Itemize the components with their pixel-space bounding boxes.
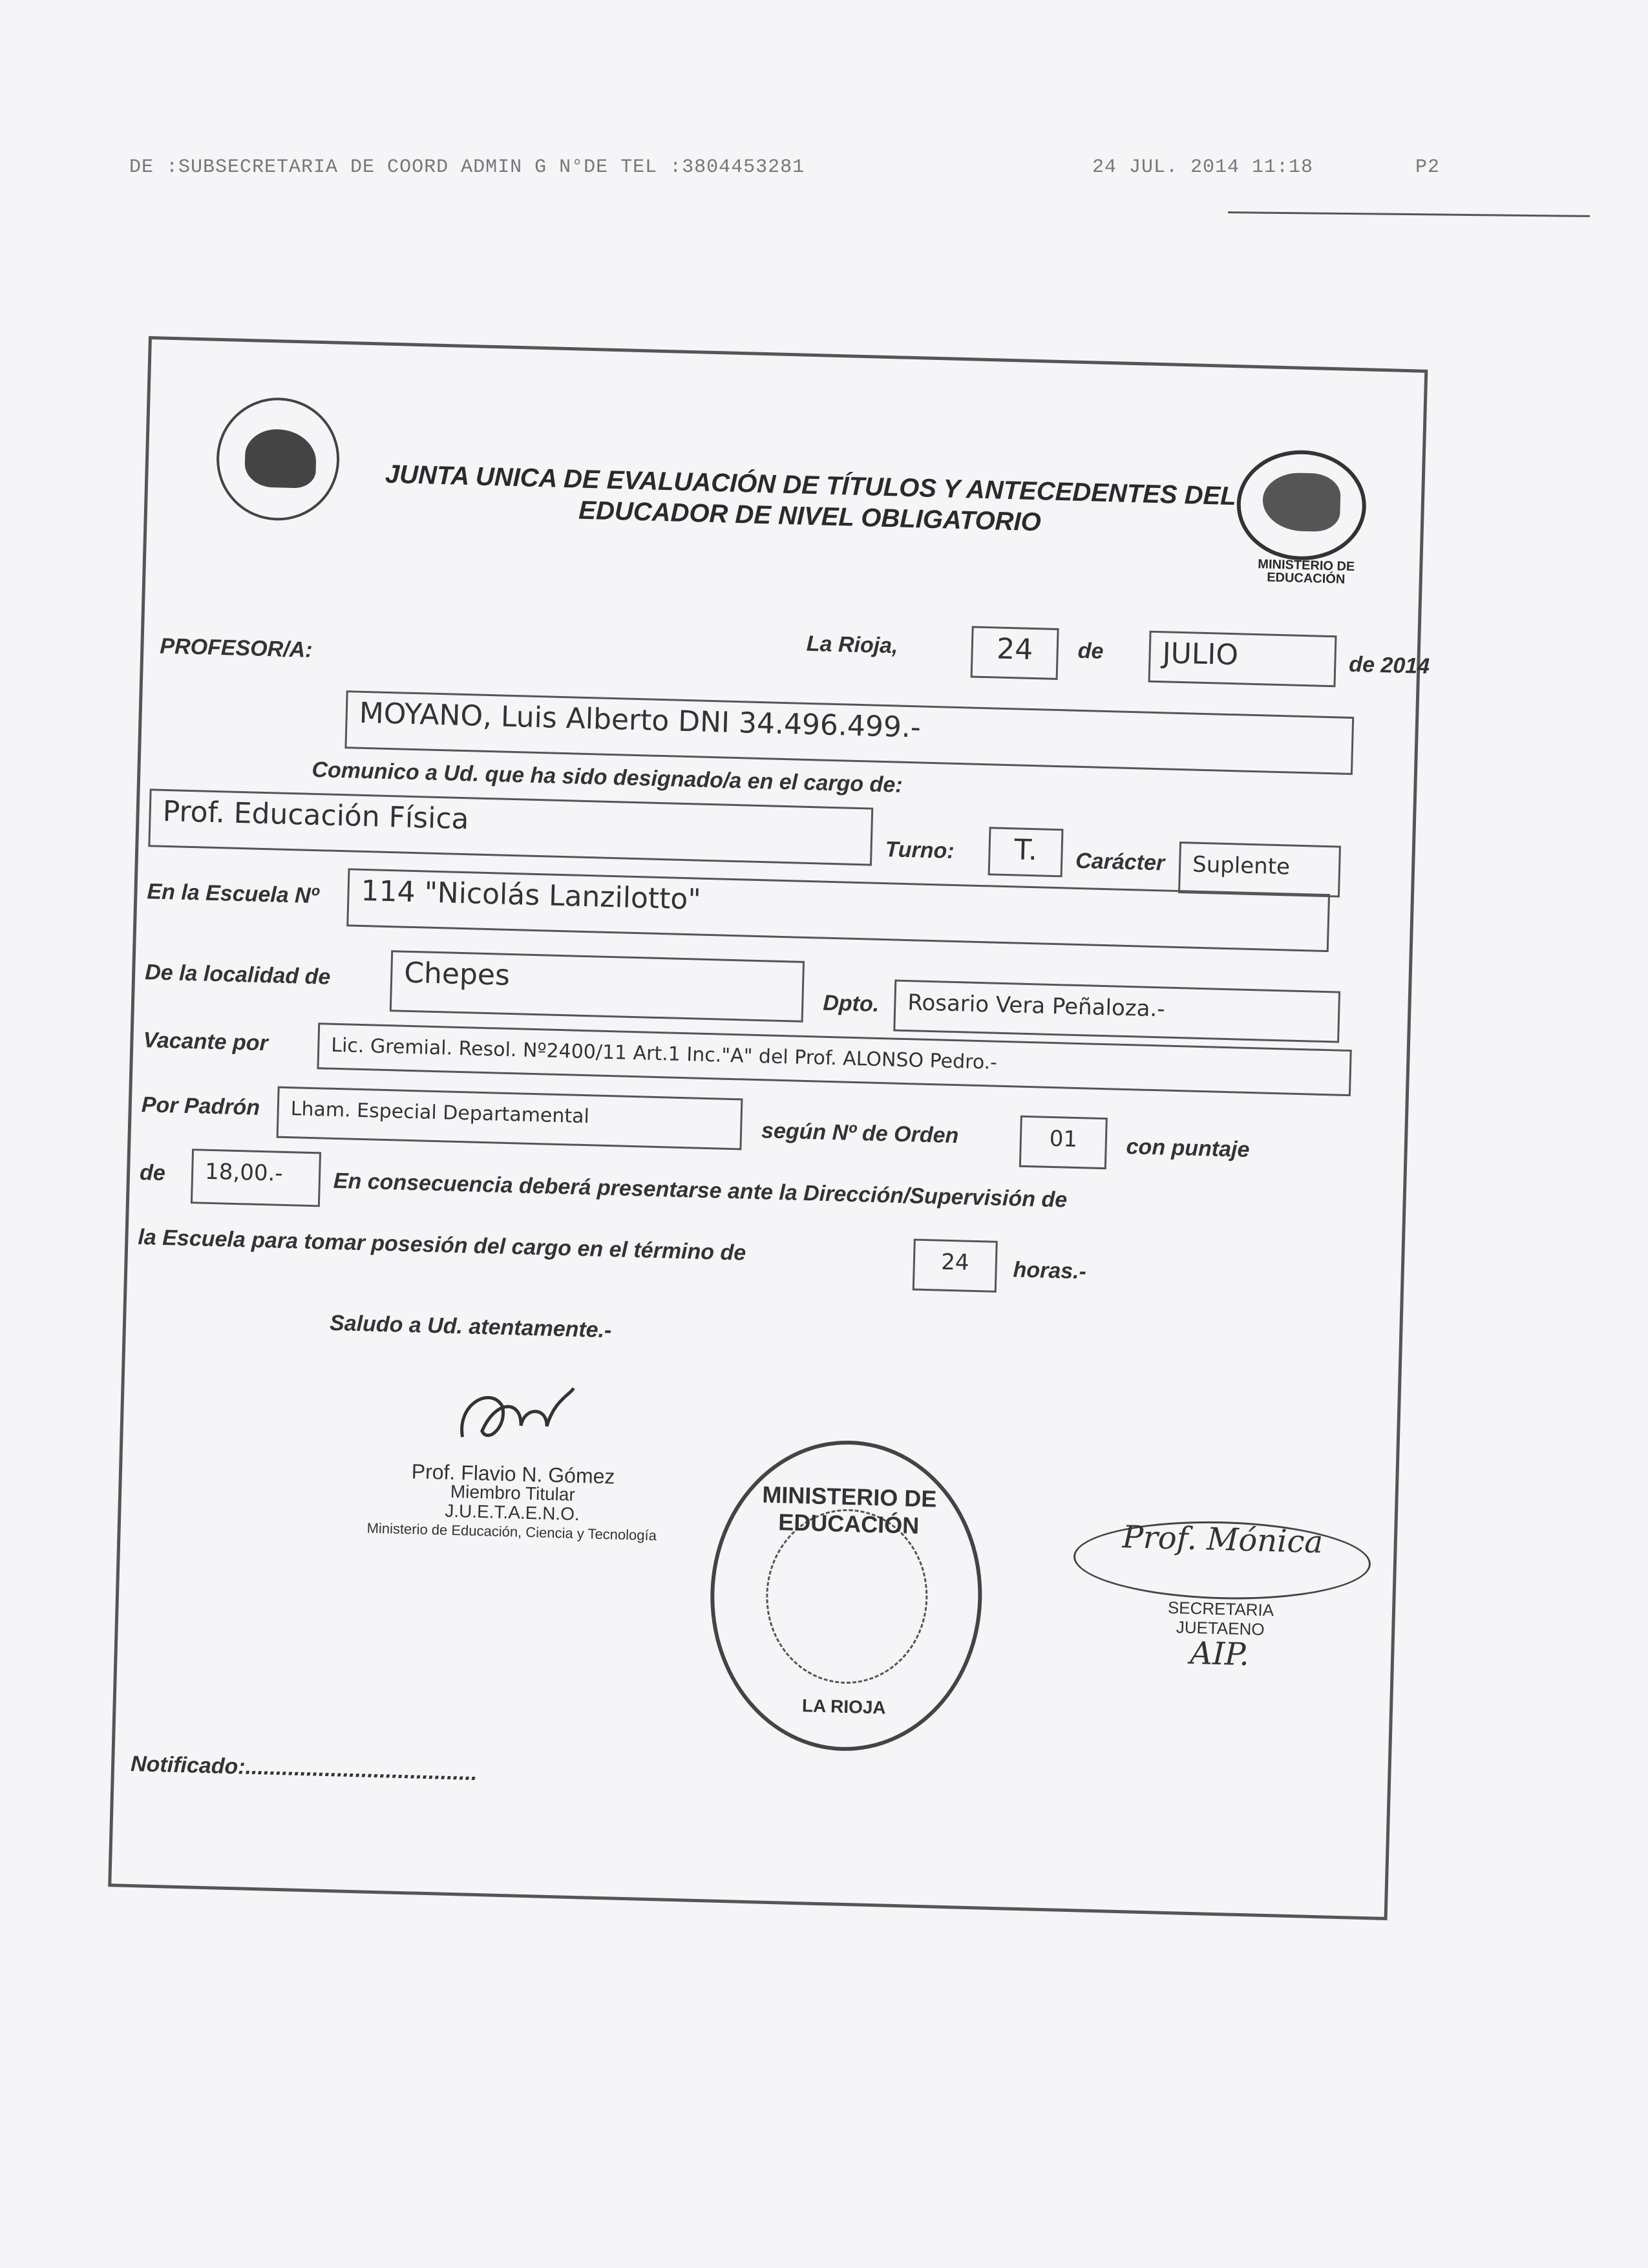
signer-left-role: Miembro Titular bbox=[450, 1481, 576, 1505]
vacante-label: Vacante por bbox=[142, 1028, 269, 1056]
fax-rule bbox=[1228, 211, 1590, 217]
ministry-seal-caption: MINISTERIO DE EDUCACIÓN bbox=[1258, 557, 1355, 587]
form-title: JUNTA UNICA DE EVALUACIÓN DE TÍTULOS Y ANTECEDENTES DEL EDUCADOR DE NIVEL OBLIGATORIO bbox=[385, 460, 1237, 537]
profesor-label: PROFESOR/A: bbox=[159, 633, 313, 662]
caracter-label: Carácter bbox=[1075, 848, 1165, 876]
signature-right bbox=[1058, 1518, 1385, 1673]
puntaje-field: 18,00.- bbox=[191, 1149, 321, 1207]
orden-field: 01 bbox=[1019, 1116, 1108, 1170]
signature-scrawl-icon bbox=[449, 1379, 580, 1459]
signer-right-role: SECRETARIA bbox=[1167, 1597, 1274, 1620]
horas-field: 24 bbox=[913, 1238, 998, 1292]
year-label: de 2014 bbox=[1348, 652, 1430, 679]
orden-label: según Nº de Orden bbox=[761, 1118, 959, 1149]
city-label: La Rioja, bbox=[806, 631, 899, 659]
signer-right-name: Prof. Mónica bbox=[1121, 1519, 1324, 1561]
localidad-field: Chepes bbox=[390, 950, 805, 1023]
saludo-text: Saludo a Ud. atentamente.- bbox=[329, 1310, 612, 1343]
padron-label: Por Padrón bbox=[141, 1092, 260, 1120]
consecuencia-text: En consecuencia deberá presentarse ante la Dirección/Supervisión de bbox=[333, 1168, 1068, 1213]
signer-left-org: J.U.E.T.A.E.N.O. bbox=[444, 1500, 580, 1525]
stamp-top-text: MINISTERIO DE EDUCACIÓN bbox=[761, 1481, 937, 1539]
turno-field: T. bbox=[988, 827, 1064, 877]
month-field: JULIO bbox=[1148, 631, 1337, 688]
dpto-field: Rosario Vera Peñaloza.- bbox=[893, 980, 1340, 1043]
cargo-field: Prof. Educación Física bbox=[148, 789, 873, 865]
fax-sender: DE :SUBSECRETARIA DE COORD ADMIN G N°DE TEL :3804453281 bbox=[129, 156, 805, 178]
signer-right-org: JUETAENO bbox=[1176, 1617, 1265, 1639]
comunico-text: Comunico a Ud. que ha sido designado/a en el cargo de: bbox=[312, 757, 903, 798]
escuela-field: 114 "Nicolás Lanzilotto" bbox=[346, 868, 1330, 952]
caracter-field: Suplente bbox=[1178, 842, 1341, 898]
signature-oval-icon bbox=[1072, 1518, 1371, 1603]
profesor-field: MOYANO, Luis Alberto DNI 34.496.499.- bbox=[344, 690, 1354, 775]
signer-left-ministry: Ministerio de Educación, Ciencia y Tecnología bbox=[366, 1520, 657, 1544]
turno-label: Turno: bbox=[885, 837, 955, 864]
de-puntaje-label: de bbox=[139, 1160, 166, 1186]
puntaje-label: con puntaje bbox=[1126, 1134, 1250, 1163]
signer-left-name: Prof. Flavio N. Gómez bbox=[411, 1459, 615, 1489]
signer-right-initials: AIP. bbox=[1189, 1635, 1250, 1673]
termino-text: la Escuela para tomar posesión del cargo en el término de bbox=[138, 1225, 746, 1266]
stamp-bottom-text: LA RIOJA bbox=[801, 1695, 887, 1718]
day-field: 24 bbox=[971, 626, 1059, 680]
vacante-field: Lic. Gremial. Resol. Nº2400/11 Art.1 Inc."A" del Prof. ALONSO Pedro.- bbox=[317, 1023, 1351, 1096]
padron-field: Lham. Especial Departamental bbox=[277, 1086, 743, 1150]
fax-page: P2 bbox=[1415, 156, 1441, 178]
horas-label: horas.- bbox=[1013, 1257, 1087, 1284]
fax-date: 24 JUL. 2014 11:18 bbox=[1092, 156, 1314, 178]
signature-left bbox=[343, 1376, 683, 1547]
localidad-label: De la localidad de bbox=[144, 960, 331, 990]
designation-form bbox=[107, 336, 1479, 1941]
escuela-label: En la Escuela Nº bbox=[147, 879, 319, 909]
notificado-line: Notificado:...................................... bbox=[130, 1752, 478, 1786]
de-label: de bbox=[1077, 638, 1104, 664]
dpto-label: Dpto. bbox=[822, 990, 880, 1017]
